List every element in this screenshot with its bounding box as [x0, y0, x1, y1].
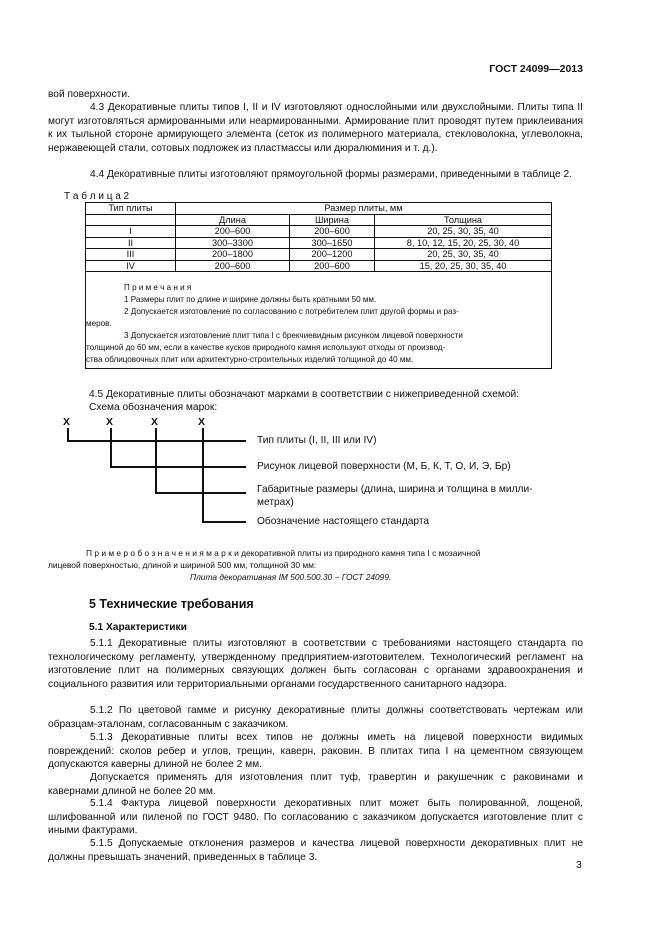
scheme-label-standard: Обозначение настоящего стандарта — [257, 516, 430, 527]
header-size: Размер плиты, мм — [176, 203, 552, 215]
document-code: ГОСТ 24099—2013 — [489, 63, 583, 75]
notes-title: П р и м е ч а н и я — [124, 283, 192, 292]
paragraph-5-1-2: 5.1.2 По цветовой гамме и рисунку декоративные плиты должны соответствовать чертежам или образцам-эталонам, согласованным с заказчиком. — [48, 705, 583, 730]
paragraph-5-1-4: 5.1.4 Фактура лицевой поверхности декоративных плит может быть полированной, лощеной, шлифованной или пиленой по ГОСТ 9480. По согласованию с заказчиком допускается изготовление плит с иными фактурами. — [48, 798, 583, 836]
table-row: III 200–1800 200–1200 20, 25, 30, 35, 40 — [86, 249, 552, 261]
page-number: 3 — [576, 859, 582, 871]
header-length: Длина — [176, 214, 290, 226]
header-type: Тип плиты — [86, 203, 176, 215]
paragraph-5-1-1: 5.1.1 Декоративные плиты изготовляют в соответствии с требованиями настоящего стандарта по технологическому регламенту, утвержденному предприятием-изготовителем. Технологический регламент на изготовление плит на полимерных связующих должен быть согласован с органами здравоохранения и социального развития или территориальными органами государственного санитарного надзора. — [48, 638, 583, 690]
example-line-2: лицевой поверхностью, длиной и шириной 500 мм, толщиной 30 мм: — [48, 560, 317, 570]
paragraph-5-1-3: 5.1.3 Декоративные плиты всех типов не должны иметь на лицевой поверхности видимых повреждений: сколов ребер и углов, трещин, каверн, раковин. В плитах типа I на цементном связующем допускаются каверны длиной не более 2 мм. — [48, 732, 583, 770]
paragraph-continuation: вой поверхности. — [48, 89, 130, 100]
example-line-1: П р и м е р о б о з н а ч е н и я м а р к и декоративной плиты из природного камня типа I с мозаичной — [86, 548, 481, 558]
paragraph-4-5: 4.5 Декоративные плиты обозначают марками в соответствии с нижеприведенной схемой: — [89, 389, 520, 400]
paragraph-4-3: 4.3 Декоративные плиты типов I, II и IV изготовляют однослойными или двухслойными. Плиты типа II могут изготовляться армированными или неармированными. Армирование плит проводят путем приклеивания к их тыльной стороне армирующего элемента (сеток из полимерного материала, стекловолокна, углеволокна, нержавеющей стали, сотовых подложек из пластмассы или дюралюминия и т. д.). — [48, 102, 583, 154]
scheme-label-dimensions: Габаритные размеры (длина, ширина и толщина в милли- — [257, 484, 533, 495]
example-code: Плита декоративная IМ 500.500.30 − ГОСТ 24099. — [190, 572, 392, 582]
table-row: I 200–600 200–600 20, 25, 30, 35, 40 — [86, 226, 552, 238]
note-3-cont2: ства облицовочных плит или архитектурно-строительных изделий толщиной до 40 мм. — [86, 355, 414, 364]
scheme-label-dimensions-cont: метрах) — [257, 497, 294, 508]
header-thickness: Толщина — [375, 214, 552, 226]
note-3: 3 Допускается изготовление плит типа I с брекчиевидным рисунком лицевой поверхности — [124, 331, 463, 340]
section-title: 5 Технические требования — [89, 597, 254, 611]
scheme-x-2: X — [106, 416, 114, 428]
note-3-cont: толщиной до 60 мм, если в качестве кусков природного камня используют отходы от производ- — [86, 343, 446, 352]
scheme-x-3: X — [151, 416, 159, 428]
scheme-x-4: X — [198, 416, 206, 428]
note-2-cont: меров. — [86, 319, 112, 328]
scheme-label-type: Тип плиты (I, II, III или IV) — [257, 435, 377, 446]
subsection-title: 5.1 Характеристики — [89, 622, 187, 633]
scheme-title: Схема обозначения марок: — [89, 402, 218, 413]
scheme-x-1: X — [63, 416, 71, 428]
table-row: II 300–3300 300–1650 8, 10, 12, 15, 20, 25, 30, 40 — [86, 237, 552, 249]
paragraph-4-4: 4.4 Декоративные плиты изготовляют прямоугольной формы размерами, приведенными в таблице 2. — [90, 169, 573, 180]
note-2: 2 Допускается изготовление по согласованию с потребителем плит другой формы и раз- — [124, 307, 459, 316]
paragraph-5-1-3b: Допускается применять для изготовления плит туф, травертин и ракушечник с раковинами и кавернами длиной не более 20 мм. — [48, 772, 583, 797]
table-row: IV 200–600 200–600 15, 20, 25, 30, 35, 40 — [86, 260, 552, 272]
scheme-label-pattern: Рисунок лицевой поверхности (М, Б, К, Т, О, И, Э, Бр) — [257, 461, 511, 472]
table-caption: Т а б л и ц а 2 — [64, 191, 130, 202]
note-1: 1 Размеры плит по длине и ширине должны быть кратными 50 мм. — [124, 295, 377, 304]
paragraph-5-1-5: 5.1.5 Допускаемые отклонения размеров и качества лицевой поверхности декоративных плит не должны превышать значений, приведенных в таблице 3. — [48, 838, 583, 863]
header-width: Ширина — [290, 214, 375, 226]
